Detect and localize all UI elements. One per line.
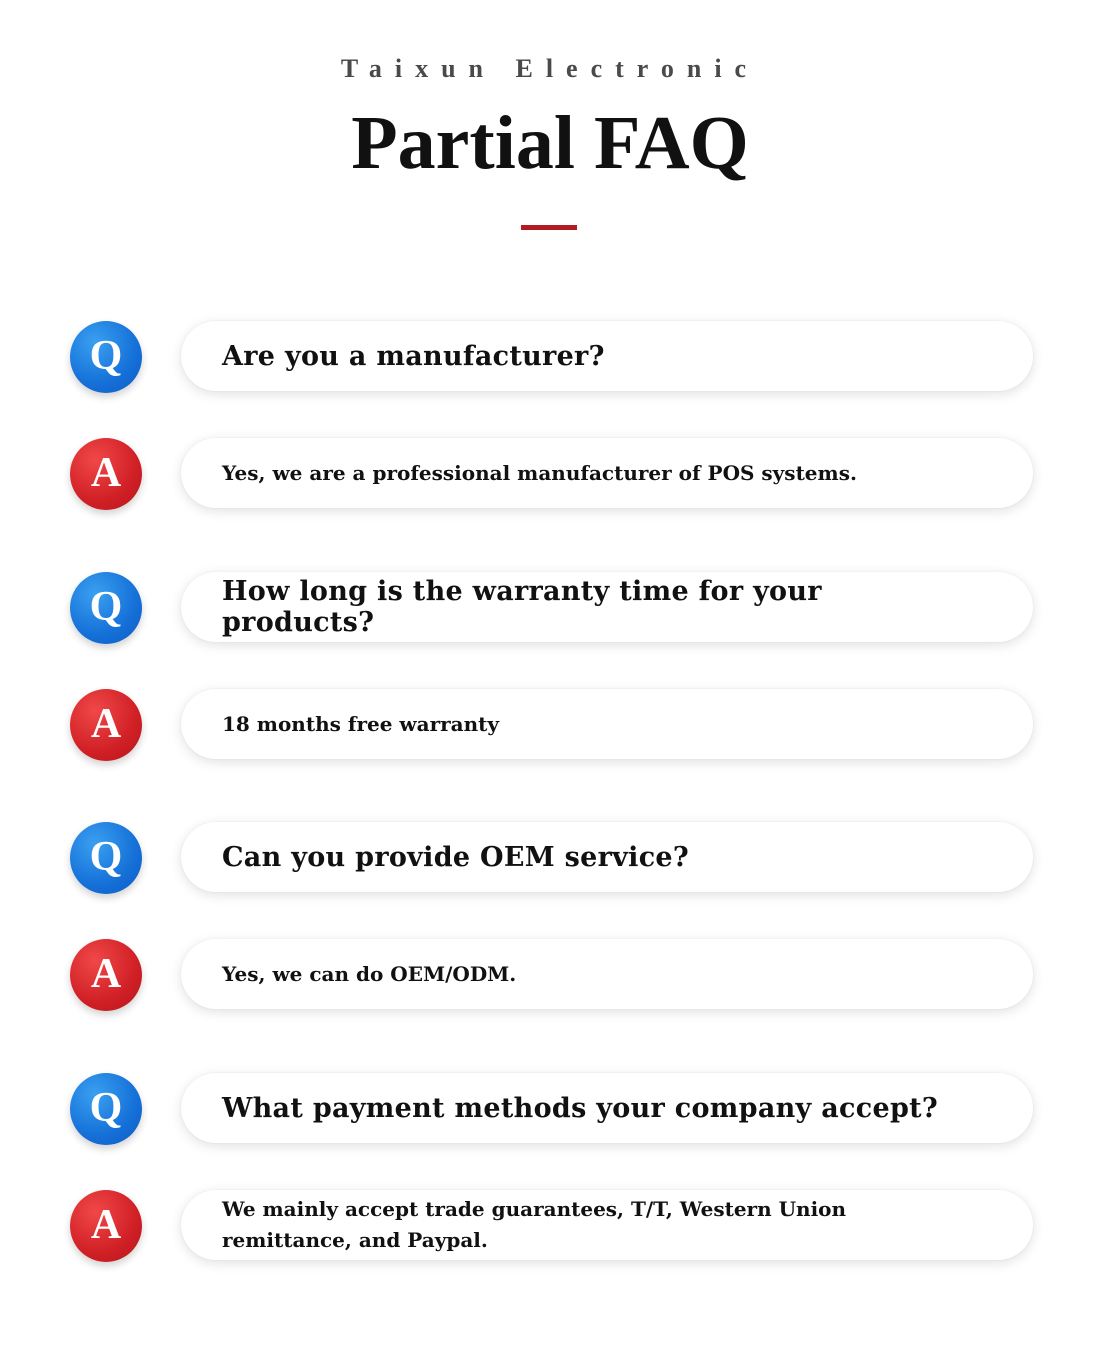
answer-badge-icon: A <box>70 438 142 510</box>
question-badge-icon: Q <box>70 822 142 894</box>
question-badge-icon: Q <box>70 321 142 393</box>
faq-question-row <box>0 1073 1100 1145</box>
faq-question-text: What payment methods your company accept? <box>181 1073 1033 1143</box>
answer-badge-icon: A <box>70 939 142 1011</box>
title-divider <box>521 225 577 230</box>
answer-badge-icon: A <box>70 1190 142 1262</box>
faq-question-text: Can you provide OEM service? <box>181 822 1033 892</box>
question-badge-icon: Q <box>70 1073 142 1145</box>
faq-question-text: Are you a manufacturer? <box>181 321 1033 391</box>
faq-question-text: How long is the warranty time for your products? <box>181 572 1033 642</box>
faq-question-row <box>0 572 1100 644</box>
faq-answer-text: We mainly accept trade guarantees, T/T, Western Union remittance, and Paypal. <box>181 1190 1033 1260</box>
faq-question-row <box>0 321 1100 393</box>
answer-badge-icon: A <box>70 689 142 761</box>
faq-answer-row <box>0 438 1100 510</box>
faq-answer-text: Yes, we can do OEM/ODM. <box>181 939 1033 1009</box>
faq-question-row <box>0 822 1100 894</box>
brand-subtitle: Taixun Electronic <box>340 54 760 83</box>
question-badge-icon: Q <box>70 572 142 644</box>
page-title: Partial FAQ <box>351 101 749 185</box>
faq-answer-row <box>0 689 1100 761</box>
faq-answer-text: 18 months free warranty <box>181 689 1033 759</box>
faq-answer-row <box>0 939 1100 1011</box>
faq-answer-text: Yes, we are a professional manufacturer of POS systems. <box>181 438 1033 508</box>
faq-answer-row <box>0 1190 1100 1262</box>
